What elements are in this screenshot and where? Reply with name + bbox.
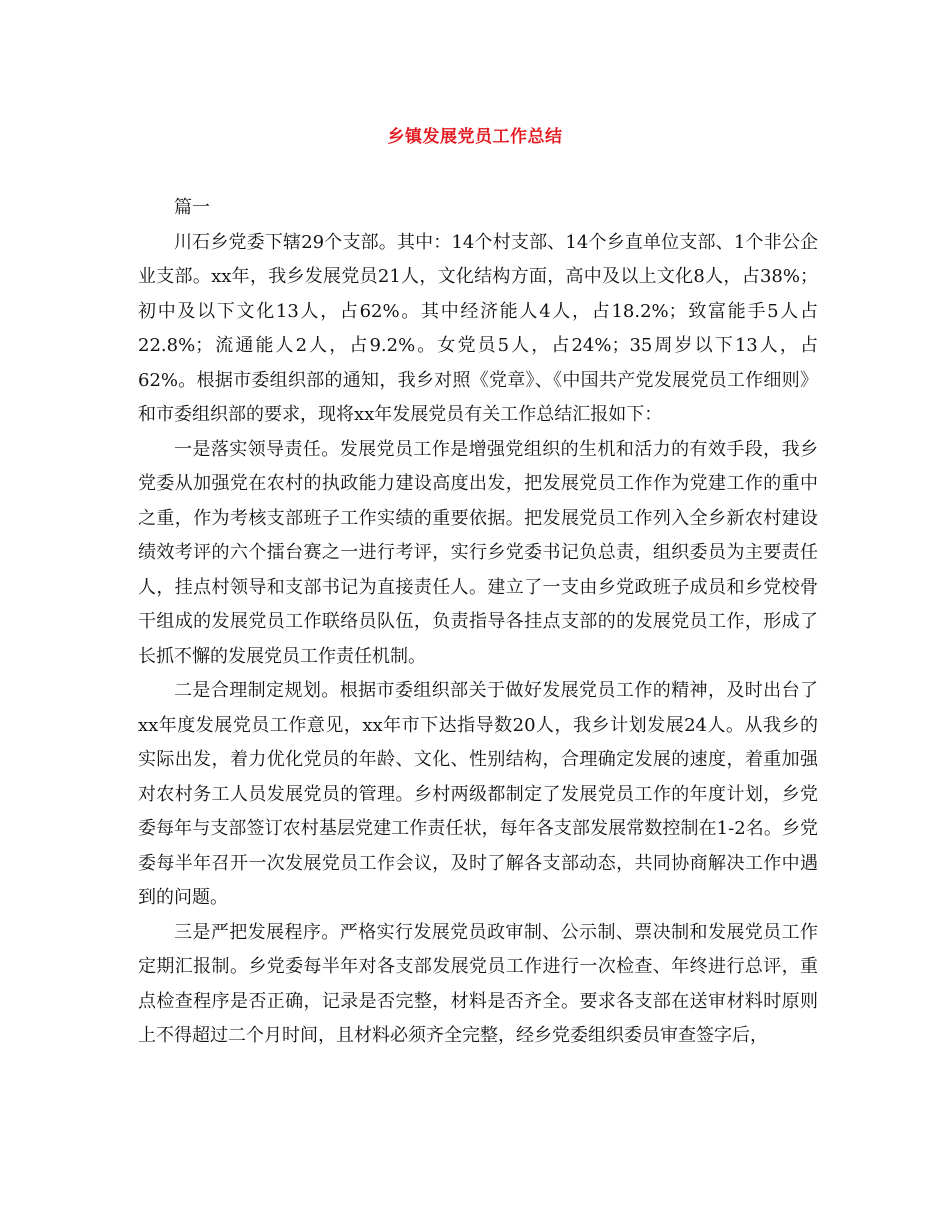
document-body (138, 191, 818, 1054)
paragraph-leadership: 一是落实领导责任。发展党员工作是增强党组织的生机和活力的有效手段，我乡党委从加强党在农村的执政能力建设高度出发，把发展党员工作作为党建工作的重中之重，作为考核支部班子工作实绩的重要依据。把发展党员工作列入全乡新农村建设绩效考评的六个擂台赛之一进行考评，实行乡党委书记负总责，组织委员为主要责任人，挂点村领导和支部书记为直接责任人。建立了一支由乡党政班子成员和乡党校骨干组成的发展党员工作联络员队伍，负责指导各挂点支部的的发展党员工作，形成了长抓不懈的发展党员工作责任机制。 (138, 438, 818, 667)
paragraph-procedure: 三是严把发展程序。严格实行发展党员政审制、公示制、票决制和发展党员工作定期汇报制。乡党委每半年对各支部发展党员工作进行一次检查、年终进行总评，重点检查程序是否正确，记录是否完整，材料是否齐全。要求各支部在送审材料时原则上不得超过二个月时间，且材料必须齐全完整，经乡党委组织委员审查签字后， (138, 921, 818, 1046)
section-label: 篇一 (174, 197, 210, 218)
paragraph-planning: 二是合理制定规划。根据市委组织部关于做好发展党员工作的精神，及时出台了xx年度发展党员工作意见，xx年市下达指导数20人，我乡计划发展24人。从我乡的实际出发，着力优化党员的年龄、文化、性别结构，合理确定发展的速度，着重加强对农村务工人员发展党员的管理。乡村两级都制定了发展党员工作的年度计划，乡党委每年与支部签订农村基层党建工作责任状，每年各支部发展常数控制在1-2名。乡党委每半年召开一次发展党员工作会议，及时了解各支部动态，共同协商解决工作中遇到的问题。 (138, 680, 818, 908)
paragraph-intro: 川石乡党委下辖29个支部。其中：14个村支部、14个乡直单位支部、1个非公企业支部。xx年，我乡发展党员21人，文化结构方面，高中及以上文化8人，占38%；初中及以下文化13人，占62%。其中经济能人4人，占18.2%；致富能手5人占22.8%；流通能人2人，占9.2%。女党员5人，占24%；35周岁以下13人，占62%。根据市委组织部的通知，我乡对照《党章》、《中国共产党发展党员工作细则》和市委组织部的要求，现将xx年发展党员有关工作总结汇报如下： (138, 231, 818, 425)
document-title: 乡镇发展党员工作总结 (387, 127, 563, 147)
